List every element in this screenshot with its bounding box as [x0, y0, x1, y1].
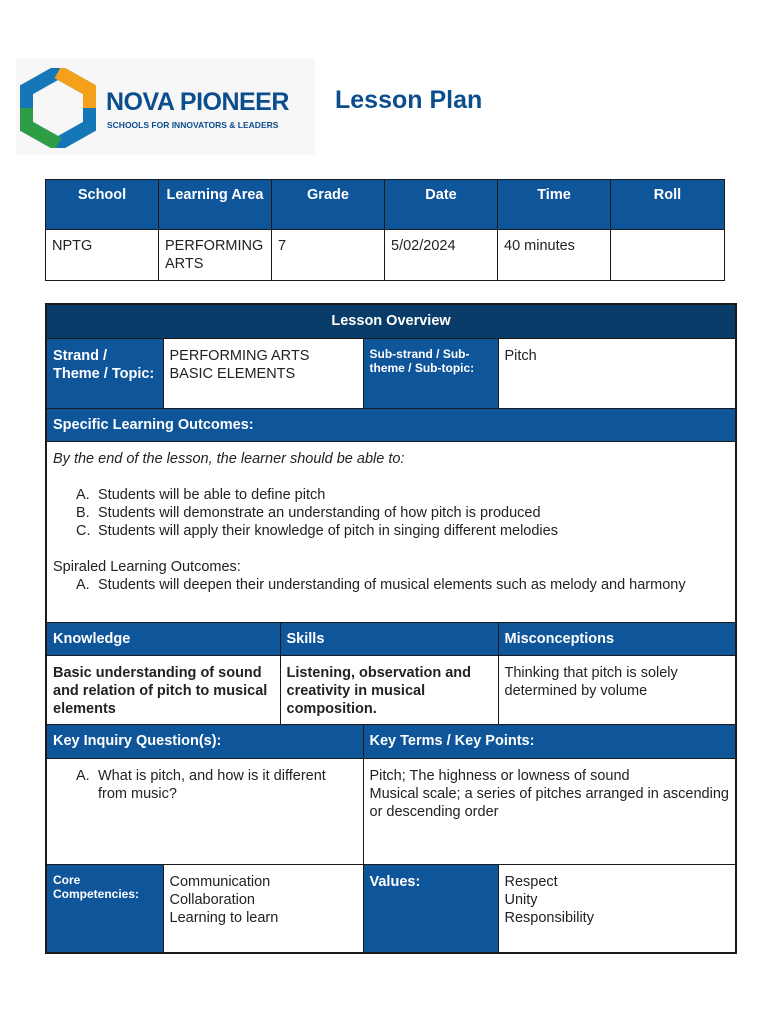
brand-name: NOVA PIONEER [106, 88, 289, 116]
list-marker: B. [76, 504, 90, 521]
list-marker: C. [76, 522, 91, 539]
outcomes-body [46, 441, 736, 622]
strand-label: Strand / Theme / Topic: [46, 338, 163, 408]
meta-time: 40 minutes [498, 230, 611, 281]
misconceptions-header: Misconceptions [498, 622, 736, 655]
misconceptions-value: Thinking that pitch is solely determined by volume [498, 655, 736, 724]
value-item: Respect [504, 873, 558, 890]
competency-item: Collaboration [169, 891, 255, 908]
list-marker: A. [76, 486, 90, 503]
meta-header: Date [385, 180, 498, 230]
list-item [53, 767, 357, 803]
list-item-text: Students will apply their knowledge of pitch in singing different melodies [98, 522, 558, 539]
competency-item: Communication [169, 873, 271, 890]
nova-pioneer-hexagon-logo [20, 68, 96, 148]
inquiry-questions-list [53, 767, 357, 803]
spiraled-label: Spiraled Learning Outcomes: [53, 558, 241, 575]
core-competencies-label: Core Competencies: [46, 864, 163, 953]
key-term: Musical scale; a series of pitches arranged in ascending or descending order [369, 785, 729, 820]
meta-roll [611, 230, 725, 281]
list-item [53, 504, 729, 522]
meta-header: Grade [272, 180, 385, 230]
key-terms-body [363, 758, 736, 864]
list-item-text: Students will be able to define pitch [98, 486, 326, 503]
list-marker: A. [76, 576, 90, 593]
meta-school: NPTG [46, 230, 159, 281]
values-label: Values: [363, 864, 498, 953]
values-value [498, 864, 736, 953]
school-logo [16, 58, 315, 155]
list-item [53, 576, 729, 594]
meta-header: School [46, 180, 159, 230]
substrand-label: Sub-strand / Sub-theme / Sub-topic: [363, 338, 498, 408]
strand-value [163, 338, 363, 408]
meta-grade: 7 [272, 230, 385, 281]
meta-header-row [46, 180, 725, 230]
strand-value-line: BASIC ELEMENTS [169, 365, 296, 382]
list-item-text: Students will demonstrate an understanding of how pitch is produced [98, 504, 541, 521]
page-title: Lesson Plan [335, 86, 483, 114]
lesson-overview-table [45, 303, 737, 954]
meta-value-row [46, 230, 725, 281]
strand-value-line: PERFORMING ARTS [169, 347, 310, 364]
outcomes-list [53, 486, 729, 540]
lesson-overview-title: Lesson Overview [46, 304, 736, 338]
inquiry-questions-body [46, 758, 363, 864]
knowledge-value: Basic understanding of sound and relation of pitch to musical elements [46, 655, 280, 724]
skills-header: Skills [280, 622, 498, 655]
value-item: Unity [504, 891, 538, 908]
list-item-text: What is pitch, and how is it different from music? [98, 767, 326, 802]
outcomes-intro: By the end of the lesson, the learner should be able to: [53, 450, 405, 467]
brand-tagline: SCHOOLS FOR INNOVATORS & LEADERS [107, 120, 279, 130]
meta-header: Time [498, 180, 611, 230]
competency-item: Learning to learn [169, 909, 279, 926]
meta-header: Learning Area [159, 180, 272, 230]
key-term: Pitch; The highness or lowness of sound [369, 767, 630, 784]
core-competencies-value [163, 864, 363, 953]
list-item [53, 522, 729, 540]
skills-value: Listening, observation and creativity in musical composition. [280, 655, 498, 724]
list-item [53, 486, 729, 504]
inquiry-questions-header: Key Inquiry Question(s): [46, 724, 363, 758]
meta-date: 5/02/2024 [385, 230, 498, 281]
list-marker: A. [76, 767, 90, 784]
key-terms-header: Key Terms / Key Points: [363, 724, 736, 758]
knowledge-header: Knowledge [46, 622, 280, 655]
meta-header: Roll [611, 180, 725, 230]
outcomes-header: Specific Learning Outcomes: [46, 408, 736, 441]
substrand-value: Pitch [498, 338, 736, 408]
meta-learning-area: PERFORMING ARTS [159, 230, 272, 281]
value-item: Responsibility [504, 909, 594, 926]
lesson-meta-table [45, 179, 725, 281]
list-item-text: Students will deepen their understanding of musical elements such as melody and harmony [98, 576, 686, 593]
spiraled-list [53, 576, 729, 594]
